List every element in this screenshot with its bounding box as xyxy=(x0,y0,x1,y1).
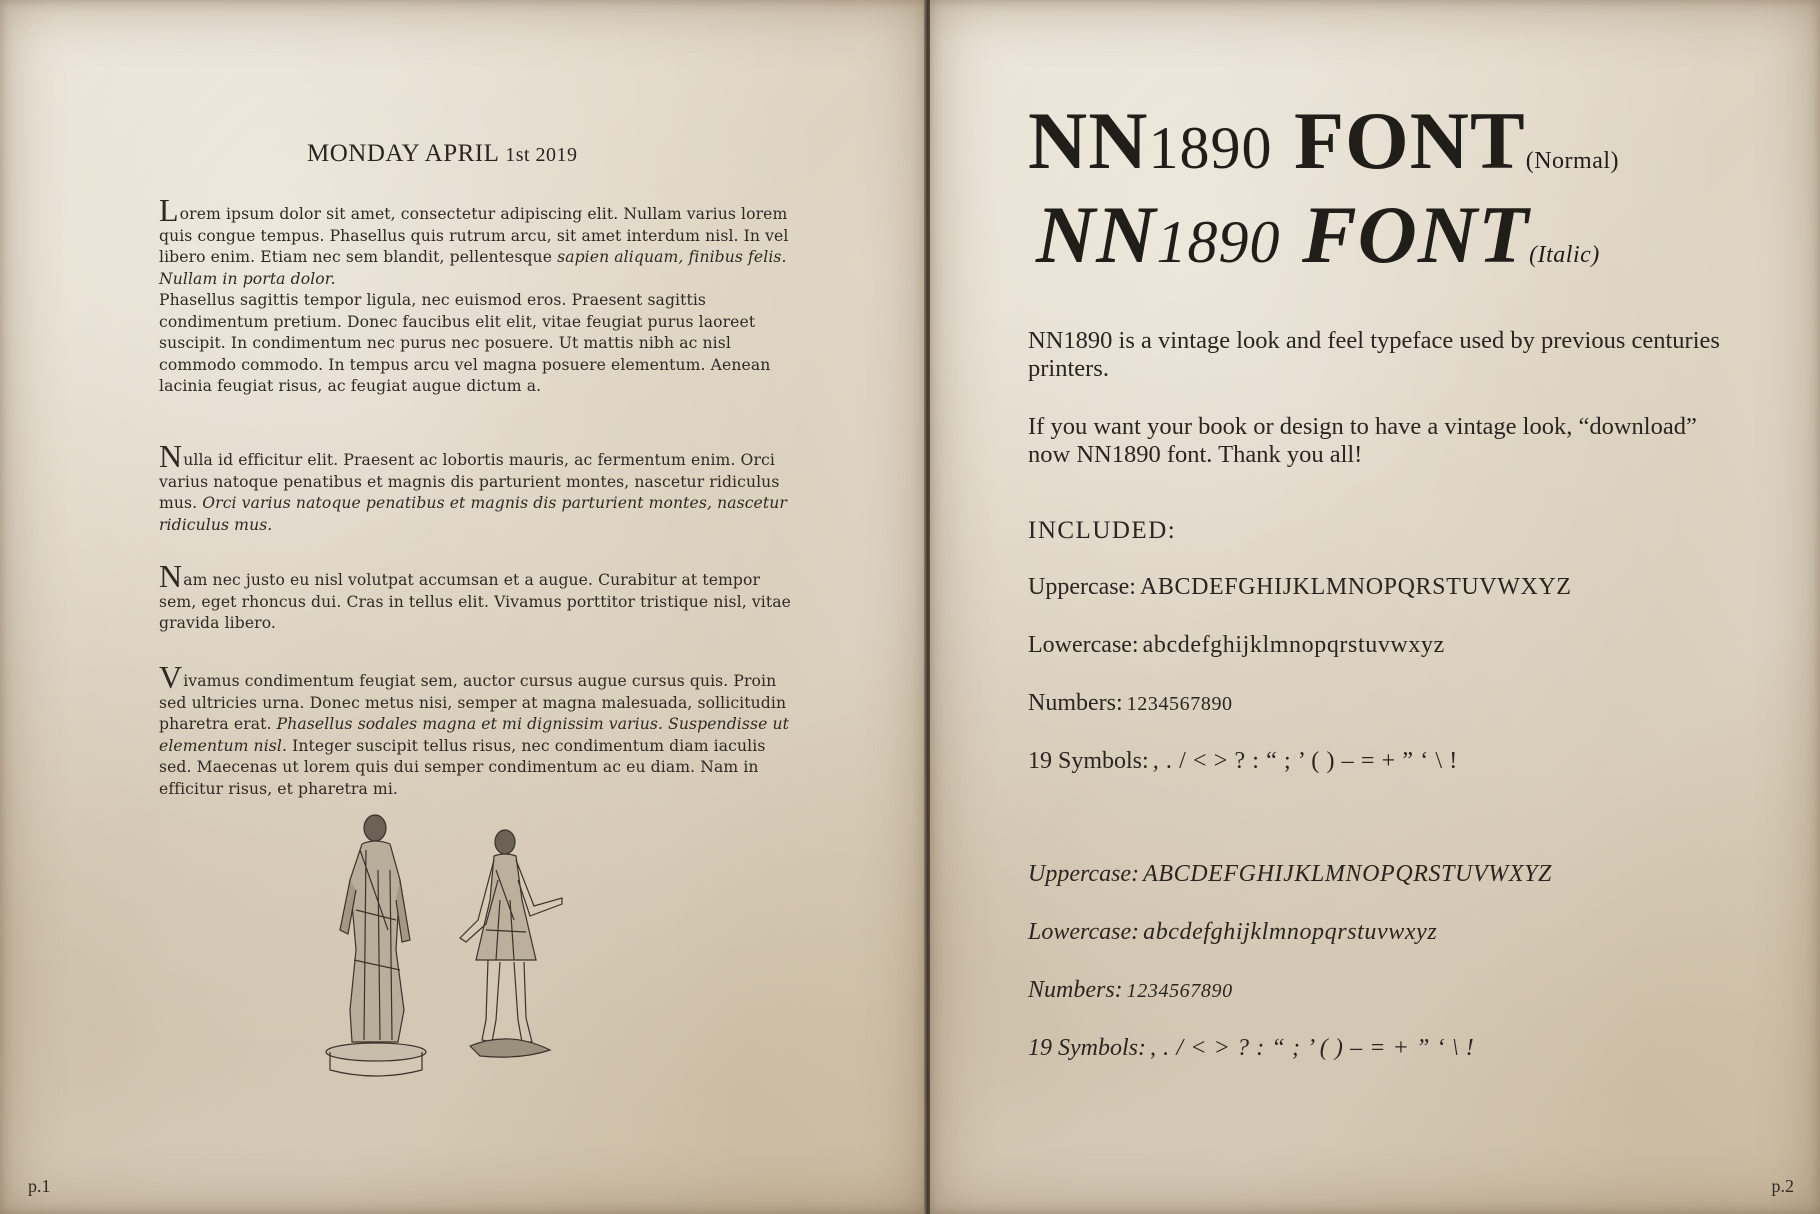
row-value: 1234567890 xyxy=(1126,980,1233,1002)
italic-numbers-row xyxy=(1028,977,1233,1004)
row-label: Uppercase: xyxy=(1028,861,1140,887)
row-value: , . / < > ? : “ ; ’ ( ) – = + ” ‘ \ ! xyxy=(1149,1035,1475,1061)
row-value: ABCDEFGHIJKLMNOPQRSTUVWXYZ xyxy=(1143,861,1552,887)
paragraph-text: orem ipsum dolor sit amet, consectetur adipiscing elit. Nullam varius lorem quis congue tempus. Phasellus quis rutrum arcu, sit amet interdum nisl. In vel libero enim. Etiam nec sem blandit, pellentesque xyxy=(159,205,789,266)
row-label: Lowercase: xyxy=(1028,919,1140,945)
normal-symbols-row xyxy=(1028,748,1458,775)
paragraph-italic: Orci varius natoque penatibus et magnis dis parturient montes, nascetur ridiculus mus. xyxy=(159,494,787,534)
paragraph-italic: Phasellus sodales magna et mi dignissim varius. Suspendisse ut elementum nisl. xyxy=(159,715,789,755)
intro-paragraph-2: If you want your book or design to have a vintage look, “download” now NN1890 font. Thank you all! xyxy=(1028,413,1697,468)
row-label: Numbers: xyxy=(1028,690,1123,716)
paragraph-italic: sapien aliquam, finibus felis. Nullam in porta dolor. xyxy=(159,248,787,288)
paragraph-3 xyxy=(159,558,799,635)
intro-paragraph-1: NN1890 is a vintage look and feel typeface used by previous centuries printers. xyxy=(1028,327,1720,382)
row-label: 19 Symbols: xyxy=(1028,748,1149,774)
italic-symbols-row xyxy=(1028,1035,1474,1062)
page-number: p.2 xyxy=(1771,1176,1794,1196)
date-small: 1st 2019 xyxy=(505,144,578,166)
paragraph-2 xyxy=(159,438,799,536)
row-label: Uppercase: xyxy=(1028,574,1136,600)
normal-lowercase-row xyxy=(1028,632,1445,659)
dropcap: N xyxy=(159,558,183,594)
italic-uppercase-row xyxy=(1028,861,1552,888)
row-value: 1234567890 xyxy=(1126,693,1233,715)
paragraph-1 xyxy=(159,192,799,398)
title-tag: (Italic) xyxy=(1529,242,1600,268)
paragraph-text: am nec justo eu nisl volutpat accumsan et a augue. Curabitur at tempor sem, eget rhoncus dui. Cras in tellus elit. Vivamus porttitor tristique nisl, vitae gravida libero. xyxy=(159,571,791,632)
title-suffix: FONT xyxy=(1280,189,1530,280)
dropcap: N xyxy=(159,438,183,474)
normal-uppercase-row xyxy=(1028,574,1572,601)
paragraph-text-continued: Phasellus sagittis tempor ligula, nec euismod eros. Praesent sagittis condimentum pretium. Donec faucibus elit elit, vitae feugiat purus laoreet suscipit. In condimentum nec purus nec posuere. Ut mattis nibh ac nisl commodo commodo. In tempus arcu vel magna posuere elementum. Aenean lacinia feugiat risus, ac feugiat augue dictum a. xyxy=(159,291,771,395)
row-value: , . / < > ? : “ ; ’ ( ) – = + ” ‘ \ ! xyxy=(1152,748,1458,774)
row-value: abcdefghijklmnopqrstuvwxyz xyxy=(1143,919,1438,945)
title-italic xyxy=(1036,190,1600,300)
title-prefix: NN xyxy=(1036,189,1157,280)
title-prefix: NN xyxy=(1028,95,1149,186)
date-heading xyxy=(307,140,647,168)
title-suffix: FONT xyxy=(1272,95,1526,186)
row-label: 19 Symbols: xyxy=(1028,1035,1146,1061)
paragraph-4 xyxy=(159,659,799,800)
title-tag: (Normal) xyxy=(1525,148,1620,174)
paragraph-text-continued: Integer suscipit tellus risus, nec condimentum diam iaculis sed. Maecenas ut lorem quis dui semper condimentum ac eu diam. Nam in efficitur risus, et pharetra mi. xyxy=(159,736,766,798)
row-label: Lowercase: xyxy=(1028,632,1139,658)
title-number: 1890 xyxy=(1156,209,1281,275)
classical-figures-engraving xyxy=(300,810,620,1110)
normal-numbers-row xyxy=(1028,690,1233,717)
date-main: MONDAY APRIL xyxy=(307,140,499,167)
paragraph-text: ivamus condimentum feugiat sem, auctor cursus augue cursus quis. Proin sed ultricies urna. Donec metus nisi, semper at magna malesuada, sollicitudin pharetra erat. xyxy=(159,672,787,733)
row-label: Numbers: xyxy=(1028,977,1123,1003)
included-heading: INCLUDED: xyxy=(1028,517,1177,544)
row-value: ABCDEFGHIJKLMNOPQRSTUVWXYZ xyxy=(1139,574,1572,600)
dropcap: L xyxy=(159,192,179,228)
italic-lowercase-row xyxy=(1028,919,1437,946)
dropcap: V xyxy=(159,659,183,695)
title-number: 1890 xyxy=(1148,115,1273,181)
page-number: p.1 xyxy=(28,1176,51,1196)
paragraph-text: ulla id efficitur elit. Praesent ac lobortis mauris, ac fermentum enim. Orci varius natoque penatibus et magnis dis parturient montes, nascetur ridiculus mus. xyxy=(159,451,780,512)
row-value: abcdefghijklmnopqrstuvwxyz xyxy=(1142,632,1445,658)
right-page xyxy=(930,0,1820,1214)
